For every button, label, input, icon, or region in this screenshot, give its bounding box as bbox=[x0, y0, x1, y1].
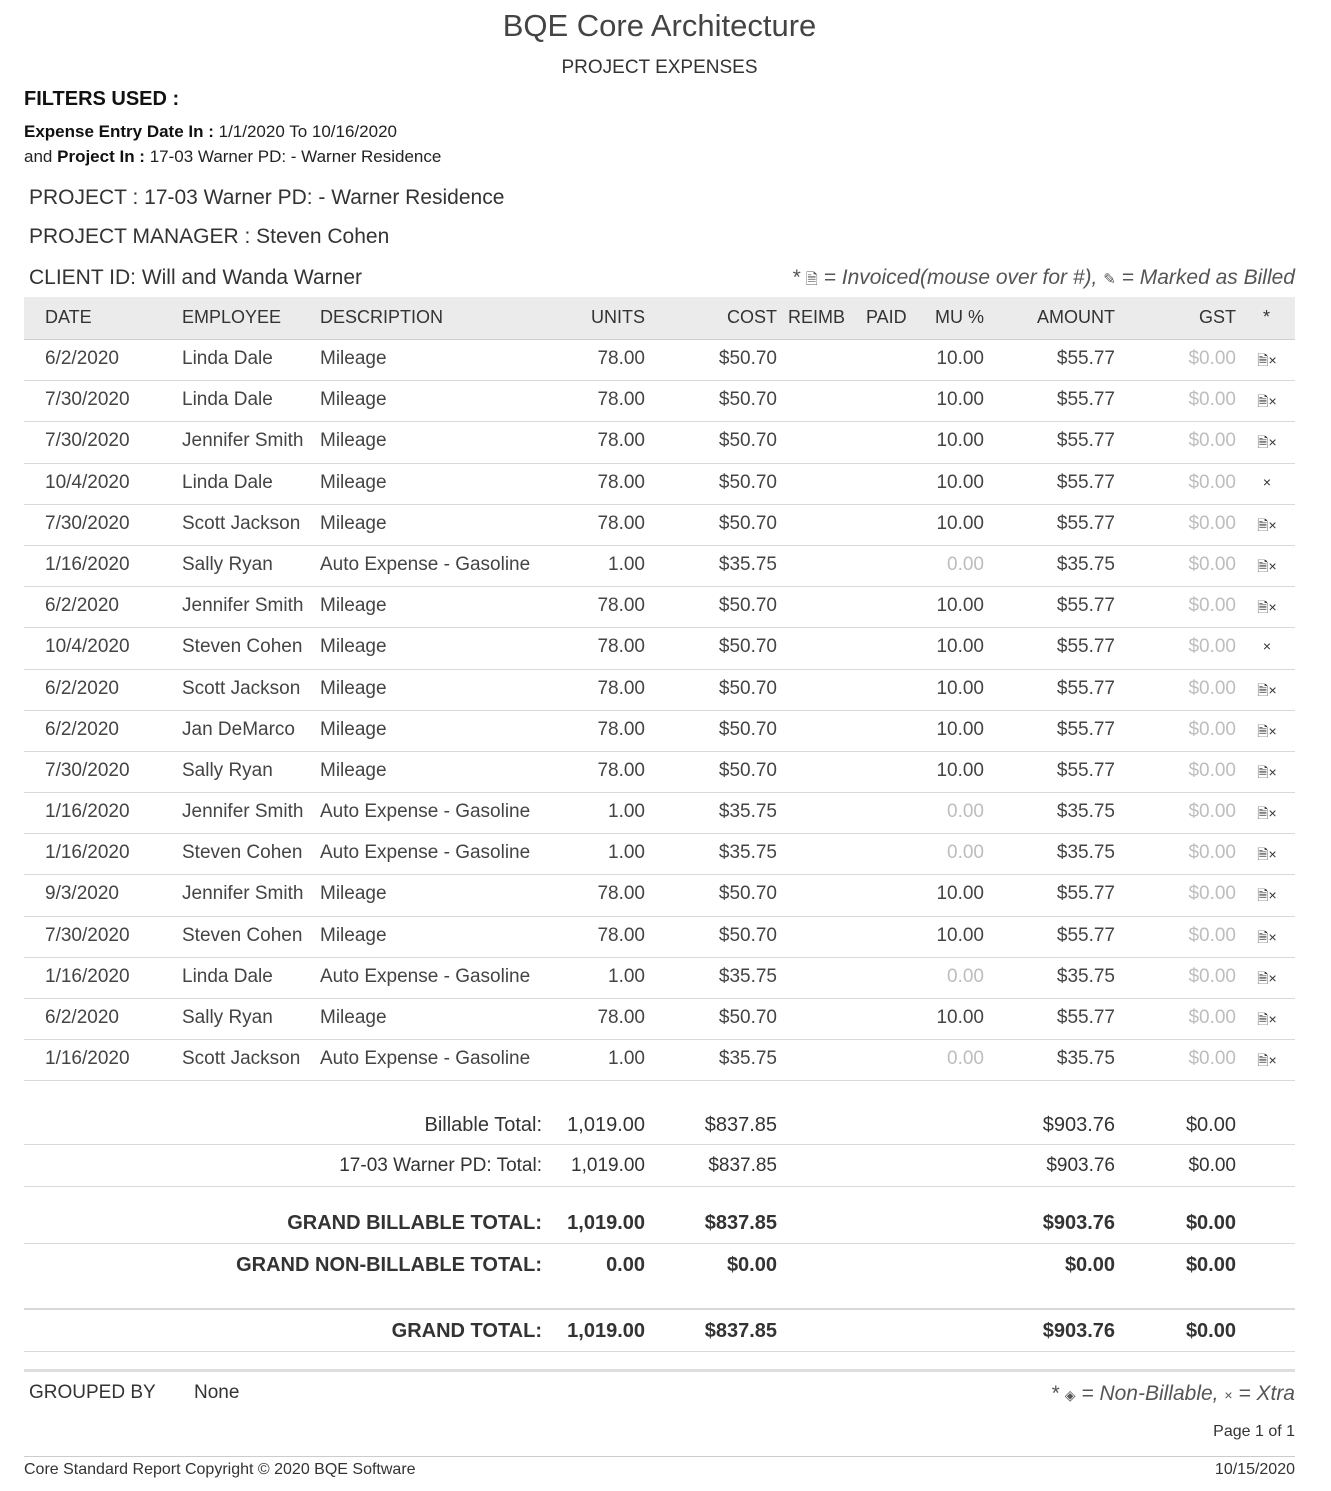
cell-gst: $0.00 bbox=[1188, 636, 1236, 658]
cell-date: 6/2/2020 bbox=[45, 1007, 119, 1028]
cell-employee: Jennifer Smith bbox=[182, 801, 304, 823]
cell-description: Mileage bbox=[320, 595, 387, 617]
cell-mu: 10.00 bbox=[936, 924, 984, 946]
total-cost: $837.85 bbox=[704, 1114, 777, 1136]
billable-total-row bbox=[24, 1104, 1295, 1145]
cell-cost: $35.75 bbox=[718, 801, 777, 823]
cell-gst: $0.00 bbox=[1188, 512, 1236, 534]
status-icons: 🗎× bbox=[1257, 722, 1277, 739]
cell-employee: Sally Ryan bbox=[182, 553, 273, 575]
cell-cost: $50.70 bbox=[718, 1007, 777, 1028]
non-billable-icon: ◈ bbox=[1064, 1387, 1076, 1403]
table-row bbox=[24, 340, 1295, 381]
table-row bbox=[24, 628, 1295, 669]
client-info bbox=[29, 266, 362, 290]
footer-divider bbox=[24, 1369, 1295, 1372]
table-row bbox=[24, 834, 1295, 875]
grouped-by-label: GROUPED BY bbox=[29, 1382, 156, 1403]
invoiced-icon: 🗎 bbox=[805, 271, 818, 288]
cell-description: Mileage bbox=[320, 389, 387, 411]
cell-gst: $0.00 bbox=[1188, 430, 1236, 452]
cell-employee: Scott Jackson bbox=[182, 1048, 301, 1070]
total-cost: $0.00 bbox=[726, 1254, 777, 1276]
grand-nonbillable-row bbox=[24, 1244, 1295, 1309]
cell-amount: $55.77 bbox=[1056, 718, 1115, 740]
cell-description: Mileage bbox=[320, 1007, 387, 1028]
cell-description: Mileage bbox=[320, 471, 387, 493]
cell-mu: 10.00 bbox=[936, 595, 984, 617]
col-date: DATE bbox=[45, 307, 92, 327]
col-units: UNITS bbox=[591, 307, 645, 327]
cell-gst: $0.00 bbox=[1188, 389, 1236, 411]
cell-cost: $50.70 bbox=[718, 677, 777, 699]
cell-amount: $55.77 bbox=[1056, 677, 1115, 699]
status-icons: 🗎× bbox=[1257, 969, 1277, 986]
cell-employee: Jennifer Smith bbox=[182, 883, 304, 905]
cell-units: 78.00 bbox=[597, 595, 645, 617]
cell-employee: Linda Dale bbox=[182, 389, 273, 411]
cell-employee: Linda Dale bbox=[182, 471, 273, 493]
cell-description: Mileage bbox=[320, 348, 387, 369]
cell-description: Mileage bbox=[320, 636, 387, 658]
cell-cost: $50.70 bbox=[718, 595, 777, 617]
cell-date: 7/30/2020 bbox=[45, 512, 130, 534]
col-paid: PAID bbox=[866, 307, 907, 327]
cell-description: Mileage bbox=[320, 718, 387, 740]
total-label: Billable Total: bbox=[424, 1114, 542, 1136]
footer-rule bbox=[24, 1456, 1295, 1457]
cell-units: 1.00 bbox=[608, 801, 645, 823]
total-gst: $0.00 bbox=[1185, 1254, 1236, 1276]
cell-cost: $50.70 bbox=[718, 718, 777, 740]
cell-description: Mileage bbox=[320, 759, 387, 781]
cell-mu: 10.00 bbox=[936, 471, 984, 493]
filter-project-label: Project In : bbox=[57, 147, 145, 166]
cell-employee: Jennifer Smith bbox=[182, 430, 304, 452]
table-row bbox=[24, 587, 1295, 628]
cell-cost: $50.70 bbox=[718, 471, 777, 493]
cell-date: 7/30/2020 bbox=[45, 430, 130, 452]
cell-employee: Sally Ryan bbox=[182, 759, 273, 781]
cell-units: 1.00 bbox=[608, 1048, 645, 1070]
total-amount: $0.00 bbox=[1064, 1254, 1115, 1276]
cell-amount: $55.77 bbox=[1056, 595, 1115, 617]
cell-gst: $0.00 bbox=[1188, 471, 1236, 493]
legend-star: * bbox=[1050, 1382, 1059, 1405]
status-icons: 🗎× bbox=[1257, 681, 1277, 698]
cell-units: 78.00 bbox=[597, 348, 645, 369]
total-amount: $903.76 bbox=[1042, 1212, 1115, 1234]
company-name: BQE Core Architecture bbox=[502, 8, 817, 43]
page-number: Page 1 of 1 bbox=[1213, 1423, 1295, 1440]
grouped-by-value: None bbox=[194, 1382, 240, 1403]
project-total-row bbox=[24, 1145, 1295, 1187]
cell-date: 9/3/2020 bbox=[45, 883, 119, 905]
xtra-icon: × bbox=[1224, 1387, 1233, 1403]
cell-amount: $55.77 bbox=[1056, 389, 1115, 411]
cell-mu: 10.00 bbox=[936, 430, 984, 452]
cell-description: Mileage bbox=[320, 677, 387, 699]
cell-date: 1/16/2020 bbox=[45, 965, 130, 987]
cell-gst: $0.00 bbox=[1188, 801, 1236, 823]
cell-description: Auto Expense - Gasoline bbox=[320, 553, 531, 575]
cell-amount: $55.77 bbox=[1056, 883, 1115, 905]
cell-units: 78.00 bbox=[597, 677, 645, 699]
total-label: 17-03 Warner PD: Total: bbox=[339, 1155, 542, 1176]
cell-amount: $35.75 bbox=[1056, 842, 1115, 864]
table-row bbox=[24, 793, 1295, 834]
print-date: 10/15/2020 bbox=[1214, 1461, 1295, 1478]
filter-project bbox=[24, 147, 441, 167]
billed-legend-text: = Marked as Billed bbox=[1121, 266, 1295, 289]
cell-employee: Scott Jackson bbox=[182, 677, 301, 699]
cell-cost: $50.70 bbox=[718, 759, 777, 781]
project-info bbox=[29, 186, 504, 210]
legend-star: * bbox=[791, 266, 800, 289]
table-row bbox=[24, 422, 1295, 463]
cell-units: 1.00 bbox=[608, 842, 645, 864]
cell-description: Auto Expense - Gasoline bbox=[320, 1048, 531, 1070]
invoiced-legend-text: = Invoiced(mouse over for #), bbox=[823, 266, 1098, 289]
cell-date: 1/16/2020 bbox=[45, 801, 130, 823]
cell-description: Mileage bbox=[320, 883, 387, 905]
cell-mu: 10.00 bbox=[936, 389, 984, 411]
table-row bbox=[24, 1040, 1295, 1081]
non-billable-legend-text: = Non-Billable, bbox=[1081, 1382, 1219, 1405]
total-gst: $0.00 bbox=[1185, 1320, 1236, 1342]
cell-amount: $35.75 bbox=[1056, 801, 1115, 823]
cell-date: 1/16/2020 bbox=[45, 842, 130, 864]
total-label: GRAND TOTAL: bbox=[391, 1320, 542, 1342]
cell-units: 78.00 bbox=[597, 883, 645, 905]
cell-mu: 10.00 bbox=[936, 1007, 984, 1028]
cell-units: 78.00 bbox=[597, 636, 645, 658]
table-row bbox=[24, 999, 1295, 1040]
cell-employee: Scott Jackson bbox=[182, 512, 301, 534]
cell-units: 78.00 bbox=[597, 1007, 645, 1028]
report-title: PROJECT EXPENSES bbox=[561, 57, 758, 78]
xtra-legend-text: = Xtra bbox=[1238, 1382, 1295, 1405]
table-row bbox=[24, 464, 1295, 505]
manager-info bbox=[29, 225, 389, 249]
table-header bbox=[24, 297, 1295, 340]
col-gst: GST bbox=[1198, 307, 1236, 327]
cell-date: 7/30/2020 bbox=[45, 759, 130, 781]
total-gst: $0.00 bbox=[1185, 1212, 1236, 1234]
cell-cost: $50.70 bbox=[718, 924, 777, 946]
total-amount: $903.76 bbox=[1046, 1155, 1115, 1176]
filter-date bbox=[24, 122, 397, 142]
status-icons: 🗎× bbox=[1257, 516, 1277, 533]
status-icons: 🗎× bbox=[1257, 763, 1277, 780]
filter-project-prefix: and bbox=[24, 147, 53, 166]
cell-employee: Linda Dale bbox=[182, 348, 273, 369]
cell-units: 1.00 bbox=[608, 553, 645, 575]
table-row bbox=[24, 505, 1295, 546]
cell-gst: $0.00 bbox=[1188, 718, 1236, 740]
status-icons: 🗎× bbox=[1257, 1011, 1277, 1027]
cell-employee: Sally Ryan bbox=[182, 1007, 273, 1028]
status-icons: 🗎× bbox=[1257, 887, 1277, 904]
cell-gst: $0.00 bbox=[1188, 553, 1236, 575]
total-units: 1,019.00 bbox=[567, 1114, 645, 1136]
total-cost: $837.85 bbox=[708, 1155, 777, 1176]
table-row bbox=[24, 711, 1295, 752]
cell-date: 10/4/2020 bbox=[45, 636, 130, 658]
total-gst: $0.00 bbox=[1188, 1155, 1236, 1176]
cell-description: Auto Expense - Gasoline bbox=[320, 842, 531, 864]
cell-date: 7/30/2020 bbox=[45, 389, 130, 411]
total-units: 1,019.00 bbox=[567, 1320, 645, 1342]
cell-cost: $35.75 bbox=[718, 553, 777, 575]
col-reimb: REIMB bbox=[788, 307, 846, 327]
table-row bbox=[24, 381, 1295, 422]
status-icons: 🗎× bbox=[1257, 352, 1277, 368]
status-icons: × bbox=[1262, 473, 1272, 490]
manager-label: PROJECT MANAGER : bbox=[29, 225, 251, 248]
status-icons: 🗎× bbox=[1257, 846, 1277, 863]
cell-employee: Steven Cohen bbox=[182, 842, 303, 864]
table-row bbox=[24, 875, 1295, 916]
cell-amount: $55.77 bbox=[1056, 430, 1115, 452]
cell-mu: 10.00 bbox=[936, 512, 984, 534]
status-icons: × bbox=[1262, 638, 1272, 655]
cell-date: 6/2/2020 bbox=[45, 718, 119, 740]
copyright: Core Standard Report Copyright © 2020 BQE Software bbox=[24, 1461, 416, 1478]
cell-gst: $0.00 bbox=[1188, 965, 1236, 987]
status-icons: 🗎× bbox=[1257, 434, 1277, 451]
cell-description: Mileage bbox=[320, 430, 387, 452]
status-icons: 🗎× bbox=[1257, 1052, 1277, 1069]
col-amount: AMOUNT bbox=[1037, 307, 1115, 327]
status-icons: 🗎× bbox=[1257, 805, 1277, 822]
status-icons: 🗎× bbox=[1257, 928, 1277, 945]
col-mu: MU % bbox=[935, 307, 984, 327]
cell-gst: $0.00 bbox=[1188, 595, 1236, 617]
cell-employee: Linda Dale bbox=[182, 965, 273, 987]
cell-cost: $35.75 bbox=[718, 965, 777, 987]
table-row bbox=[24, 917, 1295, 958]
cell-gst: $0.00 bbox=[1188, 677, 1236, 699]
total-label: GRAND NON-BILLABLE TOTAL: bbox=[236, 1254, 542, 1276]
status-icons: 🗎× bbox=[1257, 393, 1277, 410]
client-label: CLIENT ID: bbox=[29, 266, 136, 289]
cell-mu: 0.00 bbox=[947, 1048, 984, 1070]
cell-employee: Jan DeMarco bbox=[182, 718, 295, 740]
table-row bbox=[24, 670, 1295, 711]
total-units: 0.00 bbox=[606, 1254, 645, 1276]
cell-date: 6/2/2020 bbox=[45, 595, 119, 617]
cell-employee: Steven Cohen bbox=[182, 924, 303, 946]
grand-total-row bbox=[24, 1309, 1295, 1352]
filter-date-value: 1/1/2020 To 10/16/2020 bbox=[218, 122, 397, 141]
project-label: PROJECT : bbox=[29, 186, 139, 209]
cell-units: 78.00 bbox=[597, 430, 645, 452]
total-amount: $903.76 bbox=[1042, 1320, 1115, 1342]
cell-employee: Steven Cohen bbox=[182, 636, 303, 658]
col-cost: COST bbox=[726, 307, 777, 327]
total-cost: $837.85 bbox=[704, 1320, 777, 1342]
cell-cost: $35.75 bbox=[718, 1048, 777, 1070]
status-icons: 🗎× bbox=[1257, 599, 1277, 616]
cell-date: 6/2/2020 bbox=[45, 348, 119, 369]
cell-amount: $55.77 bbox=[1056, 759, 1115, 781]
cell-description: Mileage bbox=[320, 512, 387, 534]
cell-amount: $35.75 bbox=[1056, 965, 1115, 987]
cell-mu: 0.00 bbox=[947, 842, 984, 864]
cell-mu: 10.00 bbox=[936, 348, 984, 369]
cell-units: 1.00 bbox=[608, 965, 645, 987]
cell-date: 10/4/2020 bbox=[45, 471, 130, 493]
cell-units: 78.00 bbox=[597, 389, 645, 411]
project-value: 17-03 Warner PD: - Warner Residence bbox=[144, 186, 505, 209]
cell-units: 78.00 bbox=[597, 924, 645, 946]
status-legend bbox=[792, 266, 1295, 294]
filter-project-value: 17-03 Warner PD: - Warner Residence bbox=[149, 147, 442, 166]
pencil-icon: ✎ bbox=[1103, 271, 1116, 288]
cell-mu: 10.00 bbox=[936, 677, 984, 699]
cell-cost: $50.70 bbox=[718, 512, 777, 534]
filters-heading: FILTERS USED : bbox=[24, 88, 180, 110]
cell-description: Auto Expense - Gasoline bbox=[320, 801, 531, 823]
total-amount: $903.76 bbox=[1042, 1114, 1115, 1136]
cell-gst: $0.00 bbox=[1188, 759, 1236, 781]
cell-gst: $0.00 bbox=[1188, 842, 1236, 864]
cell-amount: $55.77 bbox=[1056, 636, 1115, 658]
cell-amount: $35.75 bbox=[1056, 1048, 1115, 1070]
cell-date: 1/16/2020 bbox=[45, 553, 130, 575]
cell-mu: 10.00 bbox=[936, 883, 984, 905]
total-label: GRAND BILLABLE TOTAL: bbox=[287, 1212, 542, 1234]
cell-date: 6/2/2020 bbox=[45, 677, 119, 699]
total-cost: $837.85 bbox=[704, 1212, 777, 1234]
status-icons: 🗎× bbox=[1257, 557, 1277, 574]
grand-billable-row bbox=[24, 1187, 1295, 1244]
cell-mu: 0.00 bbox=[947, 553, 984, 575]
cell-gst: $0.00 bbox=[1188, 1007, 1236, 1028]
cell-gst: $0.00 bbox=[1188, 348, 1236, 369]
expense-rows bbox=[24, 340, 1295, 1081]
cell-description: Mileage bbox=[320, 924, 387, 946]
table-row bbox=[24, 546, 1295, 587]
table-row bbox=[24, 752, 1295, 793]
cell-cost: $50.70 bbox=[718, 348, 777, 369]
cell-units: 78.00 bbox=[597, 471, 645, 493]
cell-mu: 0.00 bbox=[947, 801, 984, 823]
cell-gst: $0.00 bbox=[1188, 924, 1236, 946]
client-value: Will and Wanda Warner bbox=[141, 266, 362, 289]
cell-employee: Jennifer Smith bbox=[182, 595, 304, 617]
cell-units: 78.00 bbox=[597, 718, 645, 740]
filter-date-label: Expense Entry Date In : bbox=[24, 122, 214, 141]
cell-cost: $50.70 bbox=[718, 636, 777, 658]
billing-legend bbox=[1051, 1382, 1295, 1406]
cell-amount: $55.77 bbox=[1056, 512, 1115, 534]
cell-date: 1/16/2020 bbox=[45, 1048, 130, 1070]
col-description: DESCRIPTION bbox=[320, 307, 444, 327]
cell-amount: $55.77 bbox=[1056, 348, 1115, 369]
total-units: 1,019.00 bbox=[571, 1155, 645, 1176]
cell-mu: 10.00 bbox=[936, 718, 984, 740]
cell-description: Auto Expense - Gasoline bbox=[320, 965, 531, 987]
cell-amount: $55.77 bbox=[1056, 471, 1115, 493]
cell-date: 7/30/2020 bbox=[45, 924, 130, 946]
manager-value: Steven Cohen bbox=[256, 225, 390, 248]
total-gst: $0.00 bbox=[1185, 1114, 1236, 1136]
total-units: 1,019.00 bbox=[567, 1212, 645, 1234]
col-employee: EMPLOYEE bbox=[182, 307, 282, 327]
cell-cost: $50.70 bbox=[718, 883, 777, 905]
cell-amount: $55.77 bbox=[1056, 924, 1115, 946]
cell-gst: $0.00 bbox=[1188, 1048, 1236, 1070]
cell-gst: $0.00 bbox=[1188, 883, 1236, 905]
cell-units: 78.00 bbox=[597, 512, 645, 534]
col-status: * bbox=[1263, 307, 1271, 327]
cell-mu: 10.00 bbox=[936, 759, 984, 781]
table-row bbox=[24, 958, 1295, 999]
cell-amount: $55.77 bbox=[1056, 1007, 1115, 1028]
cell-amount: $35.75 bbox=[1056, 553, 1115, 575]
cell-mu: 0.00 bbox=[947, 965, 984, 987]
cell-cost: $50.70 bbox=[718, 430, 777, 452]
cell-units: 78.00 bbox=[597, 759, 645, 781]
cell-mu: 10.00 bbox=[936, 636, 984, 658]
cell-cost: $35.75 bbox=[718, 842, 777, 864]
cell-cost: $50.70 bbox=[718, 389, 777, 411]
